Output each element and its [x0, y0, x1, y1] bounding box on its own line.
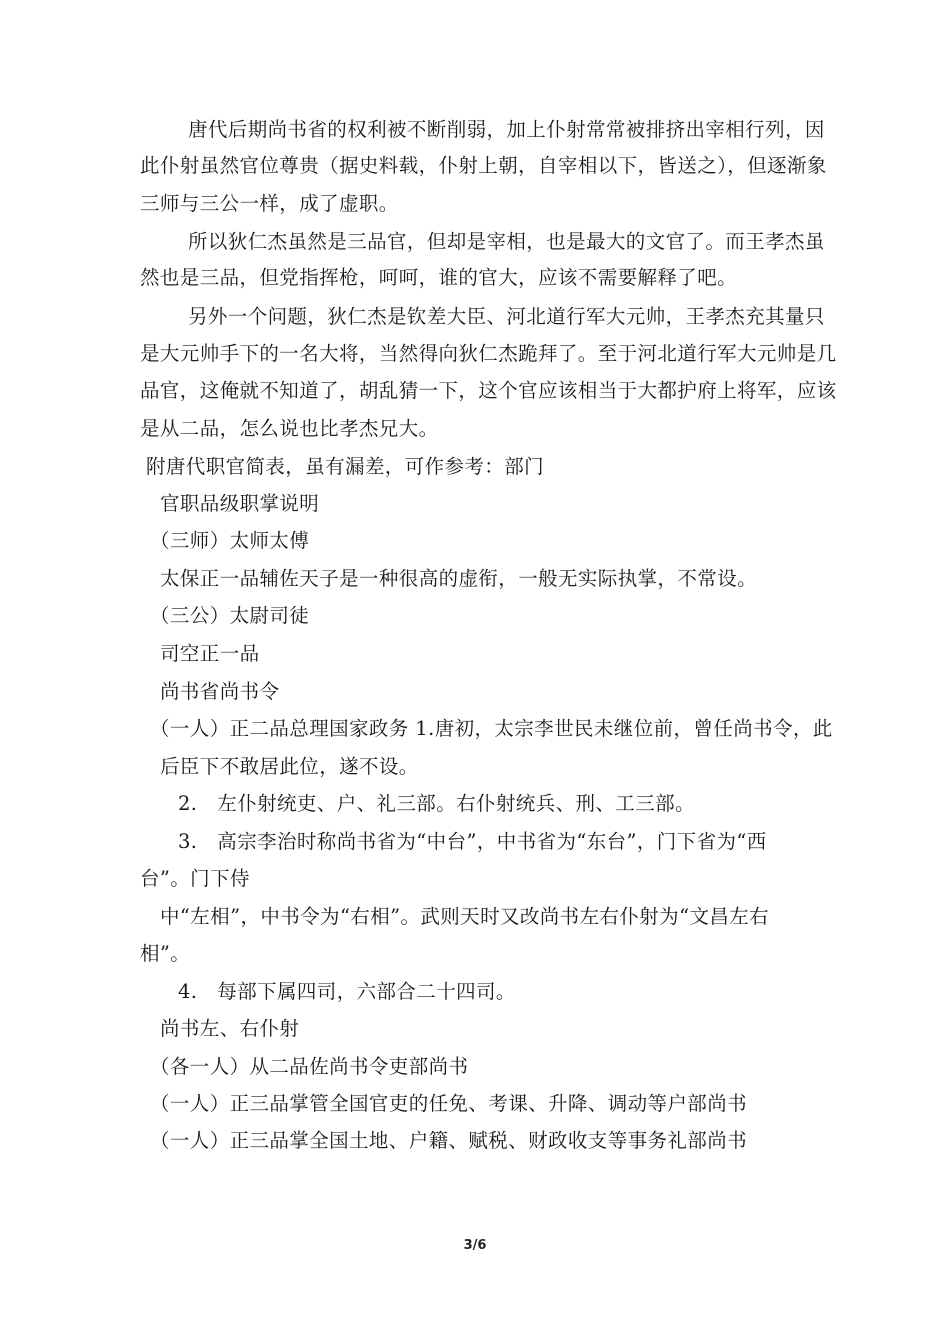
text-line: 太保正一品辅佐天子是一种很高的虚衔，一般无实际执掌，不常设。	[160, 567, 758, 590]
text-line: 中“左相”，中书令为“右相”。武则天时又改尚书左右仆射为“文昌左右	[160, 905, 770, 928]
text-line: 品官，这俺就不知道了，胡乱猜一下，这个官应该相当于大都护府上将军，应该	[140, 379, 837, 402]
text-line: 司空正一品	[160, 642, 260, 665]
text-line: 三师与三公一样，成了虚职。	[140, 192, 399, 215]
text-line: （一人）正二品总理国家政务 1.唐初，太宗李世民未继位前，曾任尚书令，此	[150, 717, 833, 740]
text-line: 是大元帅手下的一名大将，当然得向狄仁杰跪拜了。至于河北道行军大元帅是几	[140, 342, 837, 365]
text-line: （三公）太尉司徒	[150, 604, 310, 627]
text-line: 是从二品，怎么说也比孝杰兄大。	[140, 417, 439, 440]
text-line: 此仆射虽然官位尊贵（据史料载，仆射上朝，自宰相以下，皆送之），但逐渐象	[140, 154, 827, 177]
text-line: 2. 左仆射统吏、户、礼三部。右仆射统兵、刑、工三部。	[178, 792, 695, 815]
text-line: 所以狄仁杰虽然是三品官，但却是宰相，也是最大的文官了。而王孝杰虽	[188, 230, 825, 253]
text-line: 唐代后期尚书省的权利被不断削弱，加上仆射常常被排挤出宰相行列，因	[188, 118, 825, 141]
page-number: 3/6	[463, 1238, 487, 1253]
text-line: 尚书左、右仆射	[160, 1017, 300, 1040]
text-line: 4. 每部下属四司，六部合二十四司。	[178, 980, 516, 1003]
text-line: （各一人）从二品佐尚书令吏部尚书	[150, 1055, 469, 1078]
text-line: 官职品级职掌说明	[160, 492, 320, 515]
text-line: （一人）正三品掌全国土地、户籍、赋税、财政收支等事务礼部尚书	[150, 1129, 748, 1152]
text-line: （三师）太师太傅	[150, 529, 310, 552]
text-line: 相”。	[140, 942, 191, 965]
text-line: 附唐代职官简表，虽有漏差，可作参考：部门	[146, 455, 545, 478]
text-line: 后臣下不敢居此位，遂不设。	[160, 755, 419, 778]
text-line: 台”。门下侍	[140, 867, 250, 890]
text-line: 另外一个问题，狄仁杰是钦差大臣、河北道行军大元帅，王孝杰充其量只	[188, 305, 825, 328]
text-line: 尚书省尚书令	[160, 680, 280, 703]
text-line: （一人）正三品掌管全国官吏的任免、考课、升降、调动等户部尚书	[150, 1092, 748, 1115]
text-line: 3. 高宗李治时称尚书省为“中台”，中书省为“东台”，门下省为“西	[178, 830, 767, 853]
text-line: 然也是三品，但党指挥枪，呵呵，谁的官大，应该不需要解释了吧。	[140, 266, 738, 289]
